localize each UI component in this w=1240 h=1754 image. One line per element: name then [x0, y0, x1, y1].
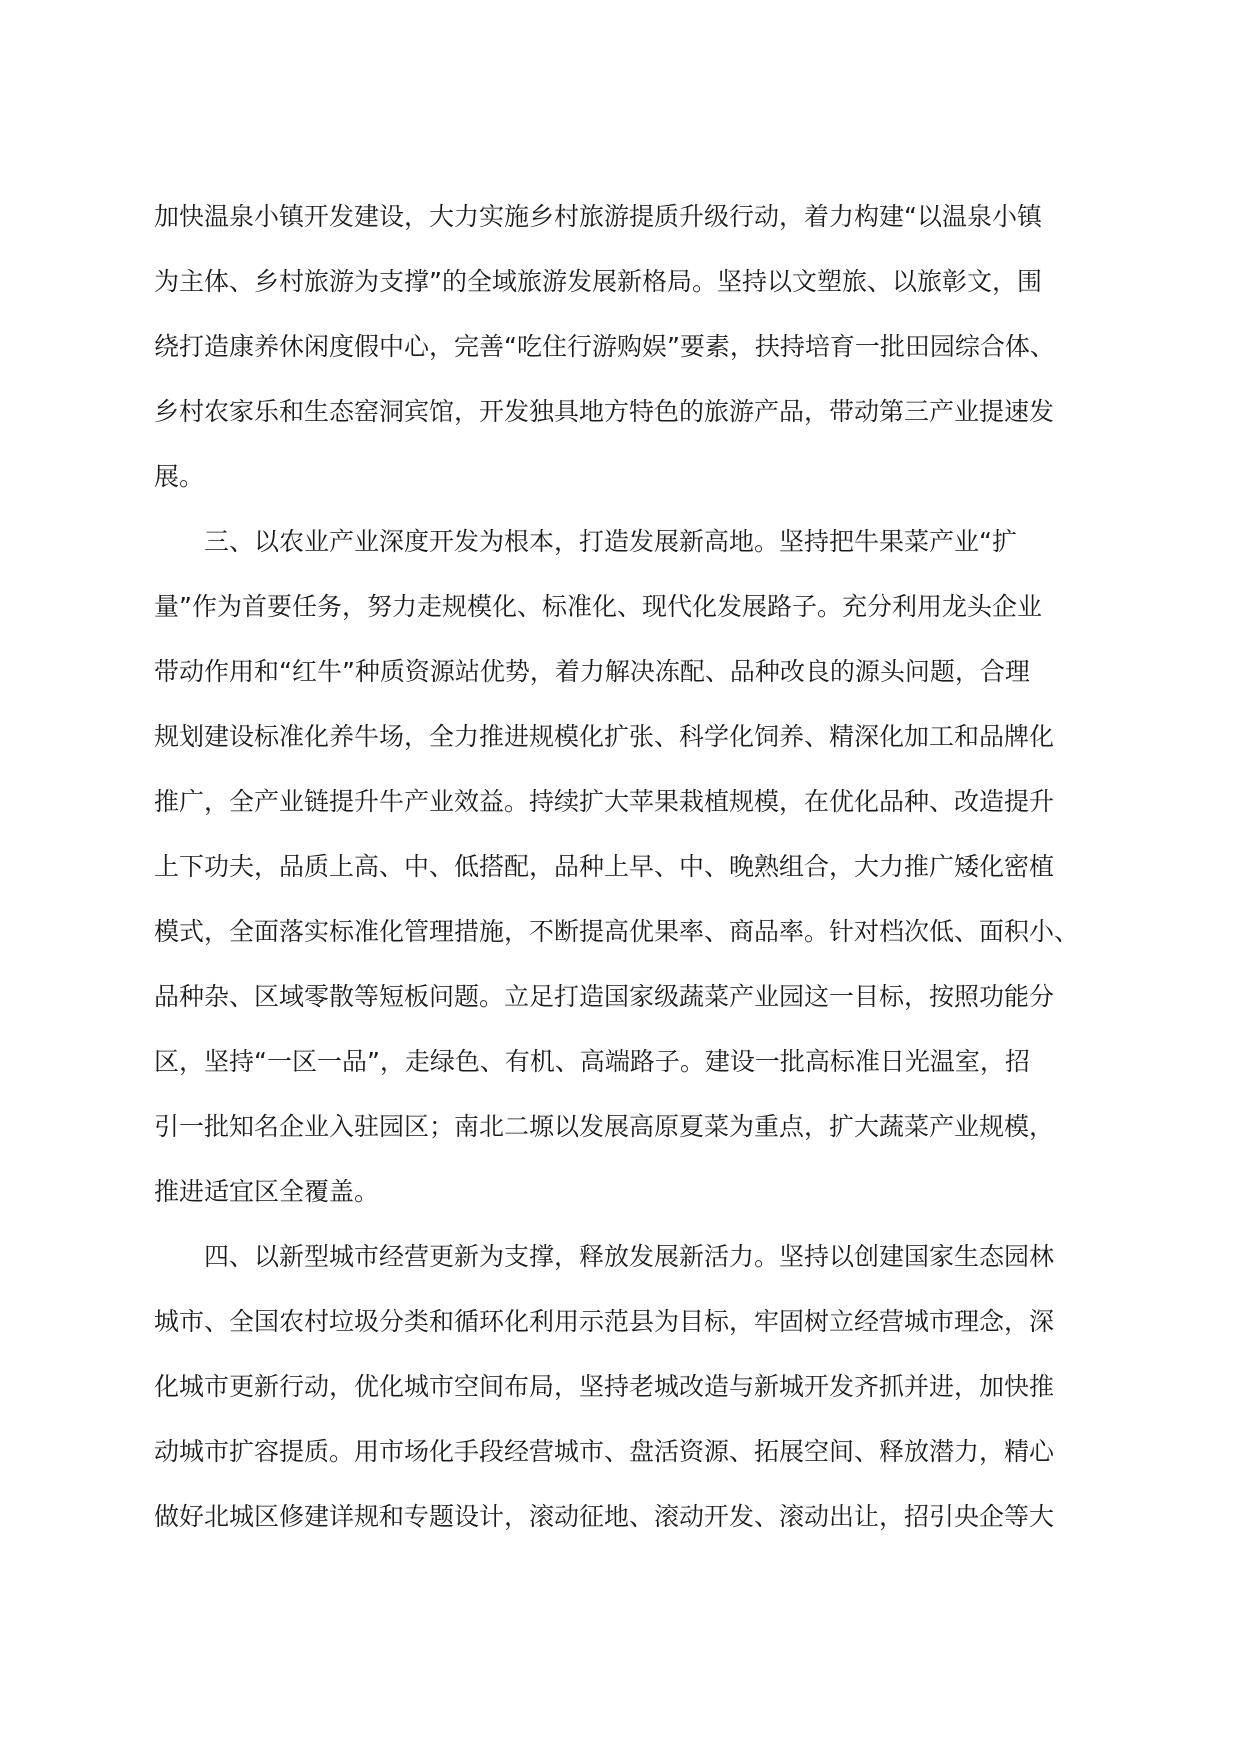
- text-line: 乡村农家乐和生态窑洞宾馆，开发独具地方特色的旅游产品，带动第三产业提速发: [154, 397, 1055, 426]
- text-line: 展。: [154, 462, 205, 491]
- text-line: 带动作用和“红牛”种质资源站优势，着力解决冻配、品种改良的源头问题，合理: [154, 657, 1030, 686]
- document-body: [154, 184, 1080, 1549]
- section-heading-line: 三、以农业产业深度开发为根本，打造发展新高地。坚持把牛果菜产业“扩: [204, 527, 1017, 556]
- text-line: 绕打造康养休闲度假中心，完善“吃住行游购娱”要素，扶持培育一批田园综合体、: [154, 332, 1055, 361]
- text-line: 城市、全国农村垃圾分类和循环化利用示范县为目标，牢固树立经营城市理念，深: [154, 1307, 1055, 1336]
- paragraph-section-three-agriculture: [154, 509, 1080, 1224]
- text-line: 动城市扩容提质。用市场化手段经营城市、盘活资源、拓展空间、释放潜力，精心: [154, 1437, 1055, 1466]
- paragraph-section-four-urban: [154, 1224, 1070, 1549]
- text-line: 区，坚持“一区一品”，走绿色、有机、高端路子。建设一批高标准日光温室，招: [154, 1047, 1030, 1076]
- text-line: 模式，全面落实标准化管理措施，不断提高优果率、商品率。针对档次低、面积小、: [154, 917, 1080, 946]
- text-line: 引一批知名企业入驻园区；南北二塬以发展高原夏菜为重点，扩大蔬菜产业规模，: [154, 1112, 1055, 1141]
- text-line: 推进适宜区全覆盖。: [154, 1177, 380, 1206]
- text-line: 推广，全产业链提升牛产业效益。持续扩大苹果栽植规模，在优化品种、改造提升: [154, 787, 1055, 816]
- text-line: 品种杂、区域零散等短板问题。立足打造国家级蔬菜产业园这一目标，按照功能分: [154, 982, 1055, 1011]
- paragraph-tourism-continued: [154, 184, 1070, 509]
- text-line: 规划建设标准化养牛场，全力推进规模化扩张、科学化饲养、精深化加工和品牌化: [154, 722, 1055, 751]
- text-line: 上下功夫，品质上高、中、低搭配，品种上早、中、晚熟组合，大力推广矮化密植: [154, 852, 1055, 881]
- text-line: 化城市更新行动，优化城市空间布局，坚持老城改造与新城开发齐抓并进，加快推: [154, 1372, 1055, 1401]
- section-heading-line: 四、以新型城市经营更新为支撑，释放发展新活力。坚持以创建国家生态园林: [204, 1242, 1055, 1271]
- text-line: 为主体、乡村旅游为支撑”的全域旅游发展新格局。坚持以文塑旅、以旅彰文，围: [154, 267, 1042, 296]
- text-line: 做好北城区修建详规和专题设计，滚动征地、滚动开发、滚动出让，招引央企等大: [154, 1502, 1055, 1531]
- text-line: 加快温泉小镇开发建设，大力实施乡村旅游提质升级行动，着力构建“以温泉小镇: [154, 202, 1042, 231]
- text-line: 量”作为首要任务，努力走规模化、标准化、现代化发展路子。充分利用龙头企业: [154, 592, 1042, 621]
